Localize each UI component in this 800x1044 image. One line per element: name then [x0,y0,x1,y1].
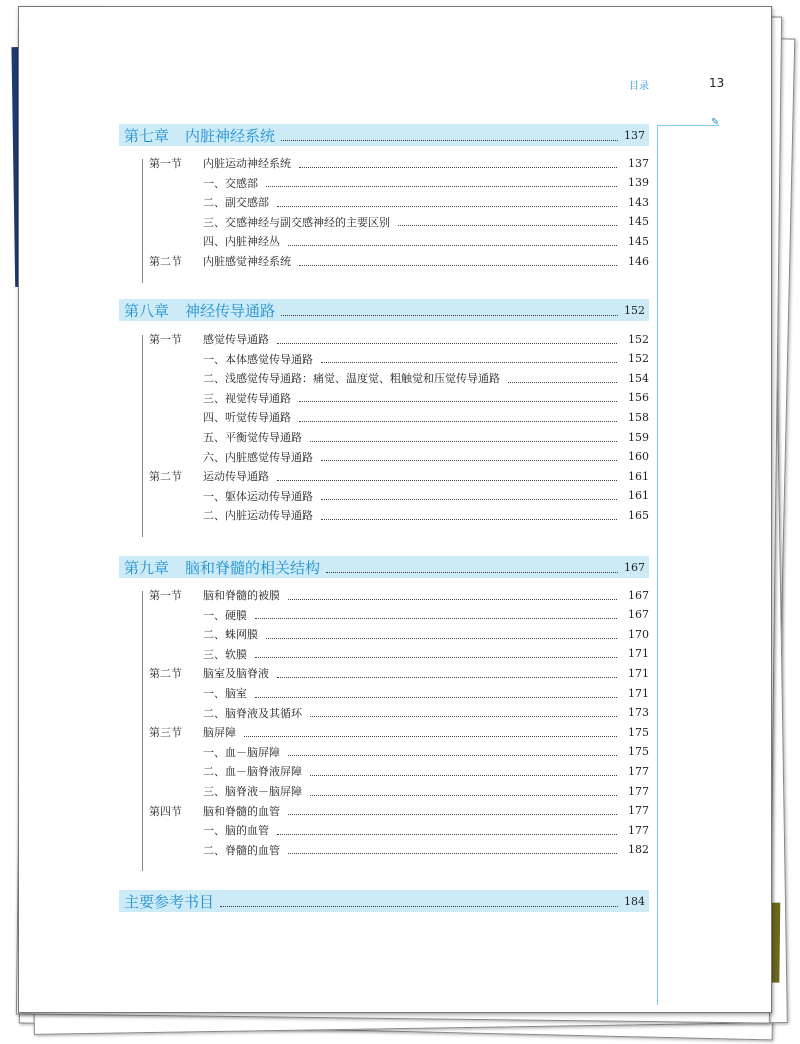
subsection-entry[interactable] [149,606,649,624]
subsection-entry[interactable] [149,684,649,702]
entry-title: 二、脊髓的血管 [203,843,280,857]
entry-title: 二、蛛网膜 [203,628,258,642]
entry-page: 160 [628,450,649,464]
subsection-entry[interactable] [149,213,649,231]
entry-page: 177 [628,804,649,818]
section-entry[interactable] [149,467,649,485]
chapter-label: 第七章 [124,126,170,145]
section-label: 第四节 [149,804,182,818]
chapter-heading[interactable] [119,556,649,578]
subsection-entry[interactable] [149,448,649,466]
entry-title: 脑和脊髓的血管 [203,804,280,818]
entry-title: 一、躯体运动传导通路 [203,489,313,503]
leader-dots [310,787,617,796]
subsection-entry[interactable] [149,369,649,387]
entry-title: 一、脑室 [203,687,247,700]
section-entry[interactable] [149,723,649,741]
subsection-entry[interactable] [149,821,649,839]
entry-title: 感觉传导通路 [203,333,269,346]
section-label: 第二节 [149,470,182,484]
entry-page: 146 [628,254,649,268]
leader-dots [508,374,617,383]
chapter-label: 主要参考书目 [124,892,215,911]
section-entry[interactable] [149,664,649,682]
leader-dots [321,511,617,520]
entry-page: 170 [628,627,649,641]
entry-page: 182 [628,843,649,857]
entry-page: 143 [628,195,649,209]
chapter-page: 137 [624,128,645,142]
entry-page: 152 [628,332,649,346]
section-entry[interactable] [149,802,649,820]
chapter-title: 脑和脊髓的相关结构 [185,558,321,577]
entry-page: 171 [628,686,649,700]
entry-title: 脑和脊髓的被膜 [203,589,280,602]
entry-page: 152 [628,352,649,366]
leader-dots [255,689,617,698]
chapter-heading[interactable] [119,299,649,321]
leader-dots [288,591,617,600]
leader-dots [277,198,617,207]
toc-page [18,6,772,1013]
section-label: 第二节 [149,255,182,268]
subsection-entry[interactable] [149,645,649,663]
subsection-entry[interactable] [149,704,649,722]
entry-page: 177 [628,823,649,837]
section-entry[interactable] [149,154,649,172]
leader-dots [326,562,618,573]
section-bracket [142,335,143,537]
entry-page: 161 [628,489,649,503]
leader-dots [244,728,617,737]
leader-dots [255,610,617,619]
running-header: 目录 [629,81,649,92]
subsection-entry[interactable] [149,193,649,211]
subsection-entry[interactable] [149,428,649,446]
subsection-entry[interactable] [149,506,649,524]
leader-dots [277,669,617,678]
entry-page: 137 [628,156,649,170]
entry-page: 177 [628,764,649,778]
entry-title: 内脏感觉神经系统 [203,255,291,268]
entry-title: 一、脑的血管 [203,824,269,838]
leader-dots [299,159,617,168]
entry-page: 145 [628,234,649,248]
leader-dots [277,472,617,481]
subsection-entry[interactable] [149,743,649,761]
page-number: 13 [709,76,725,90]
leader-dots [321,491,617,500]
margin-rule-top [657,125,719,126]
leader-dots [299,413,617,422]
entry-title: 五、平衡觉传导通路 [203,431,302,444]
subsection-entry[interactable] [149,232,649,250]
entry-title: 内脏运动神经系统 [203,157,291,170]
margin-rule [657,125,658,1005]
leader-dots [310,767,617,776]
leader-dots [277,335,617,344]
chapter-page: 184 [624,894,645,908]
subsection-entry[interactable] [149,408,649,426]
entry-page: 156 [628,391,649,405]
entry-title: 脑屏障 [203,726,236,740]
chapter-title: 内脏神经系统 [185,126,276,145]
entry-title: 二、浅感觉传导通路：痛觉、温度觉、粗触觉和压觉传导通路 [203,372,500,386]
chapter-heading[interactable] [119,124,649,146]
entry-page: 161 [628,469,649,483]
leader-dots [310,708,617,717]
subsection-entry[interactable] [149,174,649,192]
entry-page: 177 [628,784,649,798]
subsection-entry[interactable] [149,782,649,800]
entry-page: 167 [628,588,649,602]
entry-page: 175 [628,725,649,739]
leader-dots [398,217,617,226]
subsection-entry[interactable] [149,487,649,505]
leader-dots [321,354,617,363]
chapter-title: 神经传导通路 [185,301,276,320]
subsection-entry[interactable] [149,625,649,643]
entry-page: 173 [628,706,649,720]
section-entry[interactable] [149,252,649,270]
leader-dots [288,747,617,756]
leader-dots [266,178,617,187]
entry-title: 三、软膜 [203,647,247,661]
entry-title: 三、脑脊液－脑屏障 [203,785,302,798]
entry-page: 158 [628,410,649,424]
section-bracket [142,159,143,283]
pencil-icon: ✎ [711,117,720,128]
chapter-label: 第八章 [124,301,170,320]
entry-title: 四、内脏神经丛 [203,235,280,249]
entry-page: 171 [628,666,649,680]
chapter-page: 152 [624,303,645,317]
section-label: 第二节 [149,667,182,681]
entry-title: 一、硬膜 [203,608,247,622]
entry-title: 二、脑脊液及其循环 [203,706,302,720]
leader-dots [310,433,617,442]
entry-title: 三、交感神经与副交感神经的主要区别 [203,215,390,229]
entry-title: 一、血－脑屏障 [203,745,280,759]
leader-dots [266,630,617,639]
leader-dots [281,130,618,141]
leader-dots [220,896,618,907]
entry-page: 145 [628,215,649,229]
entry-page: 159 [628,430,649,444]
section-entry[interactable] [149,330,649,348]
entry-page: 175 [628,745,649,759]
entry-page: 167 [628,608,649,622]
entry-page: 154 [628,371,649,385]
entry-title: 二、内脏运动传导通路 [203,509,313,523]
section-label: 第一节 [149,589,182,602]
chapter-page: 167 [624,560,645,574]
subsection-entry[interactable] [149,389,649,407]
entry-title: 六、内脏感觉传导通路 [203,450,313,464]
entry-page: 139 [628,176,649,190]
section-label: 第三节 [149,726,182,740]
leader-dots [321,452,617,461]
entry-title: 二、血－脑脊液屏障 [203,765,302,779]
entry-title: 二、副交感部 [203,196,269,210]
entry-title: 一、交感部 [203,176,258,190]
section-bracket [142,591,143,871]
section-label: 第一节 [149,333,182,346]
section-label: 第一节 [149,157,182,170]
entry-title: 三、视觉传导通路 [203,391,291,405]
leader-dots [299,257,617,266]
entry-title: 四、听觉传导通路 [203,411,291,425]
entry-title: 脑室及脑脊液 [203,667,269,681]
section-entry[interactable] [149,586,649,604]
leader-dots [277,826,617,835]
chapter-label: 第九章 [124,558,170,577]
subsection-entry[interactable] [149,350,649,368]
subsection-entry[interactable] [149,762,649,780]
subsection-entry[interactable] [149,841,649,859]
entry-page: 171 [628,647,649,661]
leader-dots [288,237,617,246]
leader-dots [299,393,617,402]
leader-dots [288,806,617,815]
entry-title: 运动传导通路 [203,470,269,484]
leader-dots [255,649,617,658]
entry-page: 165 [628,508,649,522]
leader-dots [288,845,617,854]
chapter-heading[interactable] [119,890,649,912]
entry-title: 一、本体感觉传导通路 [203,352,313,366]
leader-dots [281,305,618,316]
